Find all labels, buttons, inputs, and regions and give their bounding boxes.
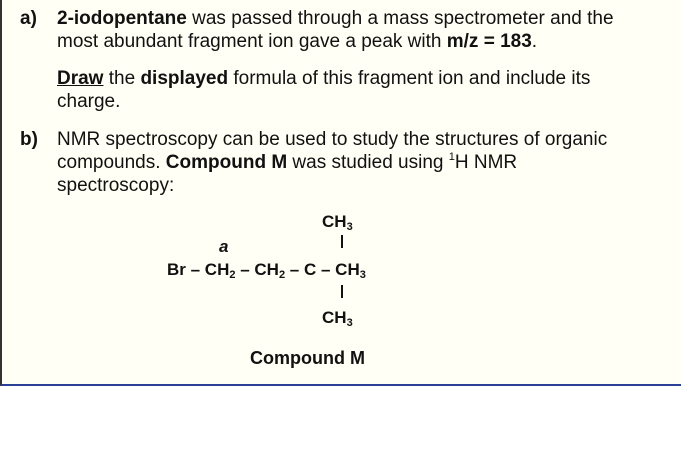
isotope-superscript: 1 <box>448 151 455 163</box>
compound-name: 2-iodopentane <box>57 8 187 29</box>
bond-3: – <box>316 260 336 279</box>
bottom-bond <box>341 285 343 298</box>
bottom-sub: 3 <box>346 317 353 329</box>
top-sub: 3 <box>346 221 353 233</box>
bond-1: – <box>235 260 255 279</box>
part-a-line-2 <box>57 30 672 53</box>
part-a-line-1 <box>57 7 672 30</box>
top-ch: CH <box>322 212 347 231</box>
terminal-methyl-sub: 3 <box>359 269 366 281</box>
part-b-label: b) <box>20 129 38 150</box>
part-a-line-2-end: . <box>531 31 538 52</box>
part-a-instruction-line-1 <box>57 67 672 90</box>
ch2-second: CH <box>254 260 279 279</box>
part-b-line-2-mid: was studied using <box>287 152 449 173</box>
terminal-methyl: CH <box>335 260 360 279</box>
compound-m-inline: Compound M <box>165 152 288 173</box>
part-a-line-2-text: most abundant fragment ion gave a peak with <box>57 31 447 52</box>
bromine-atom: Br – <box>167 260 205 279</box>
instr-rest: formula of this fragment ion and include its <box>228 68 591 89</box>
ch2-second-sub: 2 <box>278 269 286 281</box>
mz-value: m/z = 183 <box>446 31 532 52</box>
part-a-text <box>57 7 672 53</box>
top-methyl-group <box>322 212 353 232</box>
part-a-label: a) <box>20 8 37 29</box>
quaternary-carbon: C <box>303 260 317 279</box>
part-b-line-2-end: H NMR <box>454 152 518 173</box>
top-bond <box>341 235 343 248</box>
part-a-instruction <box>57 67 672 113</box>
part-b-line-2-pre: compounds. <box>57 152 166 173</box>
displayed-keyword: displayed <box>140 68 229 89</box>
main-chain <box>167 260 366 280</box>
draw-keyword: Draw <box>57 68 104 89</box>
ch2-first-sub: 2 <box>229 269 236 281</box>
part-a-line-1-rest: was passed through a mass spectrometer and the <box>186 8 614 29</box>
part-b-line-2 <box>57 151 672 174</box>
proton-label-a: a <box>219 237 229 256</box>
instr-the: the <box>103 68 141 89</box>
bottom-methyl-group <box>322 308 353 328</box>
part-b-text <box>57 128 672 197</box>
compound-caption: Compound M <box>250 348 365 368</box>
bond-2: – <box>285 260 304 279</box>
ch2-first: CH <box>204 260 230 279</box>
part-b-line-3: spectroscopy: <box>57 175 175 196</box>
part-b-line-1: NMR spectroscopy can be used to study the structures of organic <box>57 129 608 150</box>
part-a-instruction-line-2: charge. <box>57 91 121 112</box>
bottom-ch: CH <box>322 308 347 327</box>
